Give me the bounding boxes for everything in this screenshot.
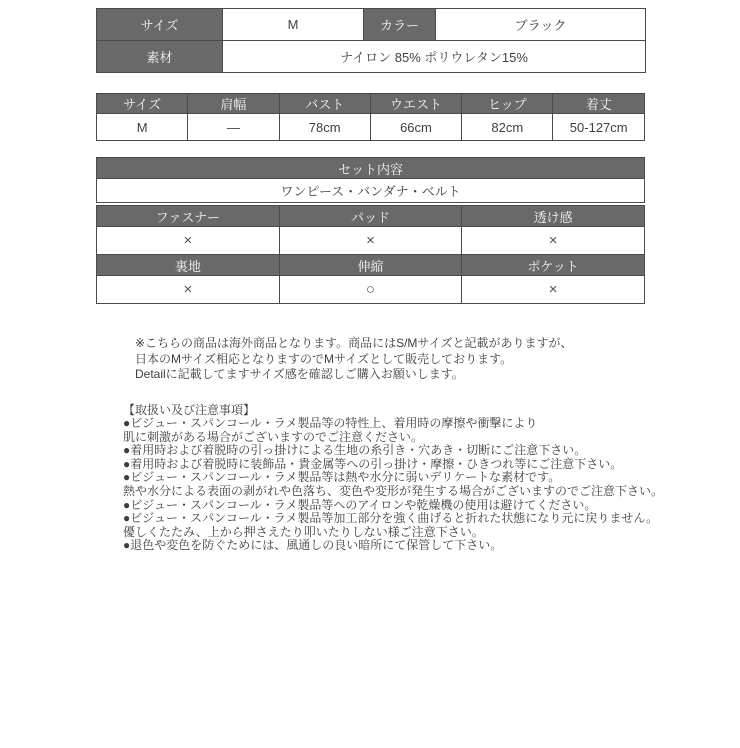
features-table — [96, 205, 645, 304]
measurements-value-row — [97, 114, 645, 141]
handling-line: ●ビジュー・スパンコール・ラメ製品等加工部分を強く曲げると折れた状態になり元に戻りません。 — [123, 511, 659, 526]
meas-value-hip: 82cm — [462, 114, 553, 141]
lining-label-cell: 裏地 — [97, 255, 280, 276]
set-contents-value-row — [97, 179, 645, 203]
measurements-table — [96, 93, 645, 141]
handling-line: ●ビジュー・スパンコール・ラメ製品等の特性上、着用時の摩擦や衝撃により — [123, 416, 538, 431]
overseas-product-note — [135, 336, 700, 383]
meas-value-shoulder: ― — [188, 114, 279, 141]
handling-line: ●ビジュー・スパンコール・ラメ製品等へのアイロンや乾燥機の使用は避けてください。 — [123, 497, 597, 512]
color-label-cell: カラー — [364, 9, 436, 41]
meas-header-waist: ウエスト — [370, 94, 461, 114]
meas-header-hip: ヒップ — [462, 94, 553, 114]
handling-line: ●ビジュー・スパンコール・ラメ製品等は熱や水分に弱いデリケートな素材です。 — [123, 470, 561, 485]
features-header-row-2 — [97, 255, 645, 276]
pad-label-cell: パッド — [279, 206, 462, 227]
note-line: Detailに記載してますサイズ感を確認しご購入お願いします。 — [135, 367, 464, 381]
meas-value-waist: 66cm — [370, 114, 461, 141]
handling-line: 熱や水分による表面の剥がれや色落ち、変色や変形が発生する場合がございますのでご注意下さい。 — [123, 484, 664, 499]
color-value-cell: ブラック — [436, 9, 646, 41]
material-value-cell: ナイロン 85% ポリウレタン15% — [223, 41, 646, 73]
sheerness-label-cell: 透け感 — [462, 206, 645, 227]
handling-line: ●着用時および着脱時の引っ掛けによる生地の糸引き・穴あき・切断にご注意下さい。 — [123, 443, 587, 458]
set-contents-header-row — [97, 158, 645, 179]
stretch-value-mark: ○ — [279, 276, 462, 304]
handling-title: 【取扱い及び注意事項】 — [123, 402, 256, 417]
meas-value-length: 50-127cm — [553, 114, 645, 141]
pocket-value-mark: × — [462, 276, 645, 304]
pocket-label-cell: ポケット — [462, 255, 645, 276]
handling-line: 肌に刺激がある場合がございますのでご注意ください。 — [123, 429, 424, 444]
fastener-label-cell: ファスナー — [97, 206, 280, 227]
meas-value-bust: 78cm — [279, 114, 370, 141]
sheerness-value-mark: × — [462, 227, 645, 255]
handling-precautions-section — [123, 404, 710, 554]
handling-line: ●退色や変色を防ぐためには、風通しの良い暗所にて保管して下さい。 — [123, 538, 503, 553]
note-line: ※こちらの商品は海外商品となります。商品にはS/Mサイズと記載がありますが、 — [135, 336, 573, 350]
set-contents-table — [96, 157, 645, 203]
features-value-row-1 — [97, 227, 645, 255]
fastener-value-mark: × — [97, 227, 280, 255]
spec-row-size-color — [97, 9, 646, 41]
meas-header-shoulder: 肩幅 — [188, 94, 279, 114]
features-header-row-1 — [97, 206, 645, 227]
stretch-label-cell: 伸縮 — [279, 255, 462, 276]
size-label-cell: サイズ — [97, 9, 223, 41]
spec-table — [96, 8, 646, 73]
meas-header-length: 着丈 — [553, 94, 645, 114]
meas-value-size: M — [97, 114, 188, 141]
set-contents-value-cell: ワンピース・バンダナ・ベルト — [97, 179, 645, 203]
size-value-cell: M — [223, 9, 364, 41]
measurements-header-row — [97, 94, 645, 114]
material-label-cell: 素材 — [97, 41, 223, 73]
meas-header-size: サイズ — [97, 94, 188, 114]
features-value-row-2 — [97, 276, 645, 304]
meas-header-bust: バスト — [279, 94, 370, 114]
note-line: 日本のMサイズ相応となりますのでMサイズとして販売しております。 — [135, 351, 513, 366]
spec-row-material — [97, 41, 646, 73]
handling-line: ●着用時および着脱時に装飾品・貴金属等への引っ掛け・摩擦・ひきつれ等にご注意下さい。 — [123, 456, 623, 471]
pad-value-mark: × — [279, 227, 462, 255]
set-contents-header-cell: セット内容 — [97, 158, 645, 179]
handling-line: 優しくたたみ、上から押さえたり叩いたりしない様ご注意下さい。 — [123, 524, 484, 539]
lining-value-mark: × — [97, 276, 280, 304]
